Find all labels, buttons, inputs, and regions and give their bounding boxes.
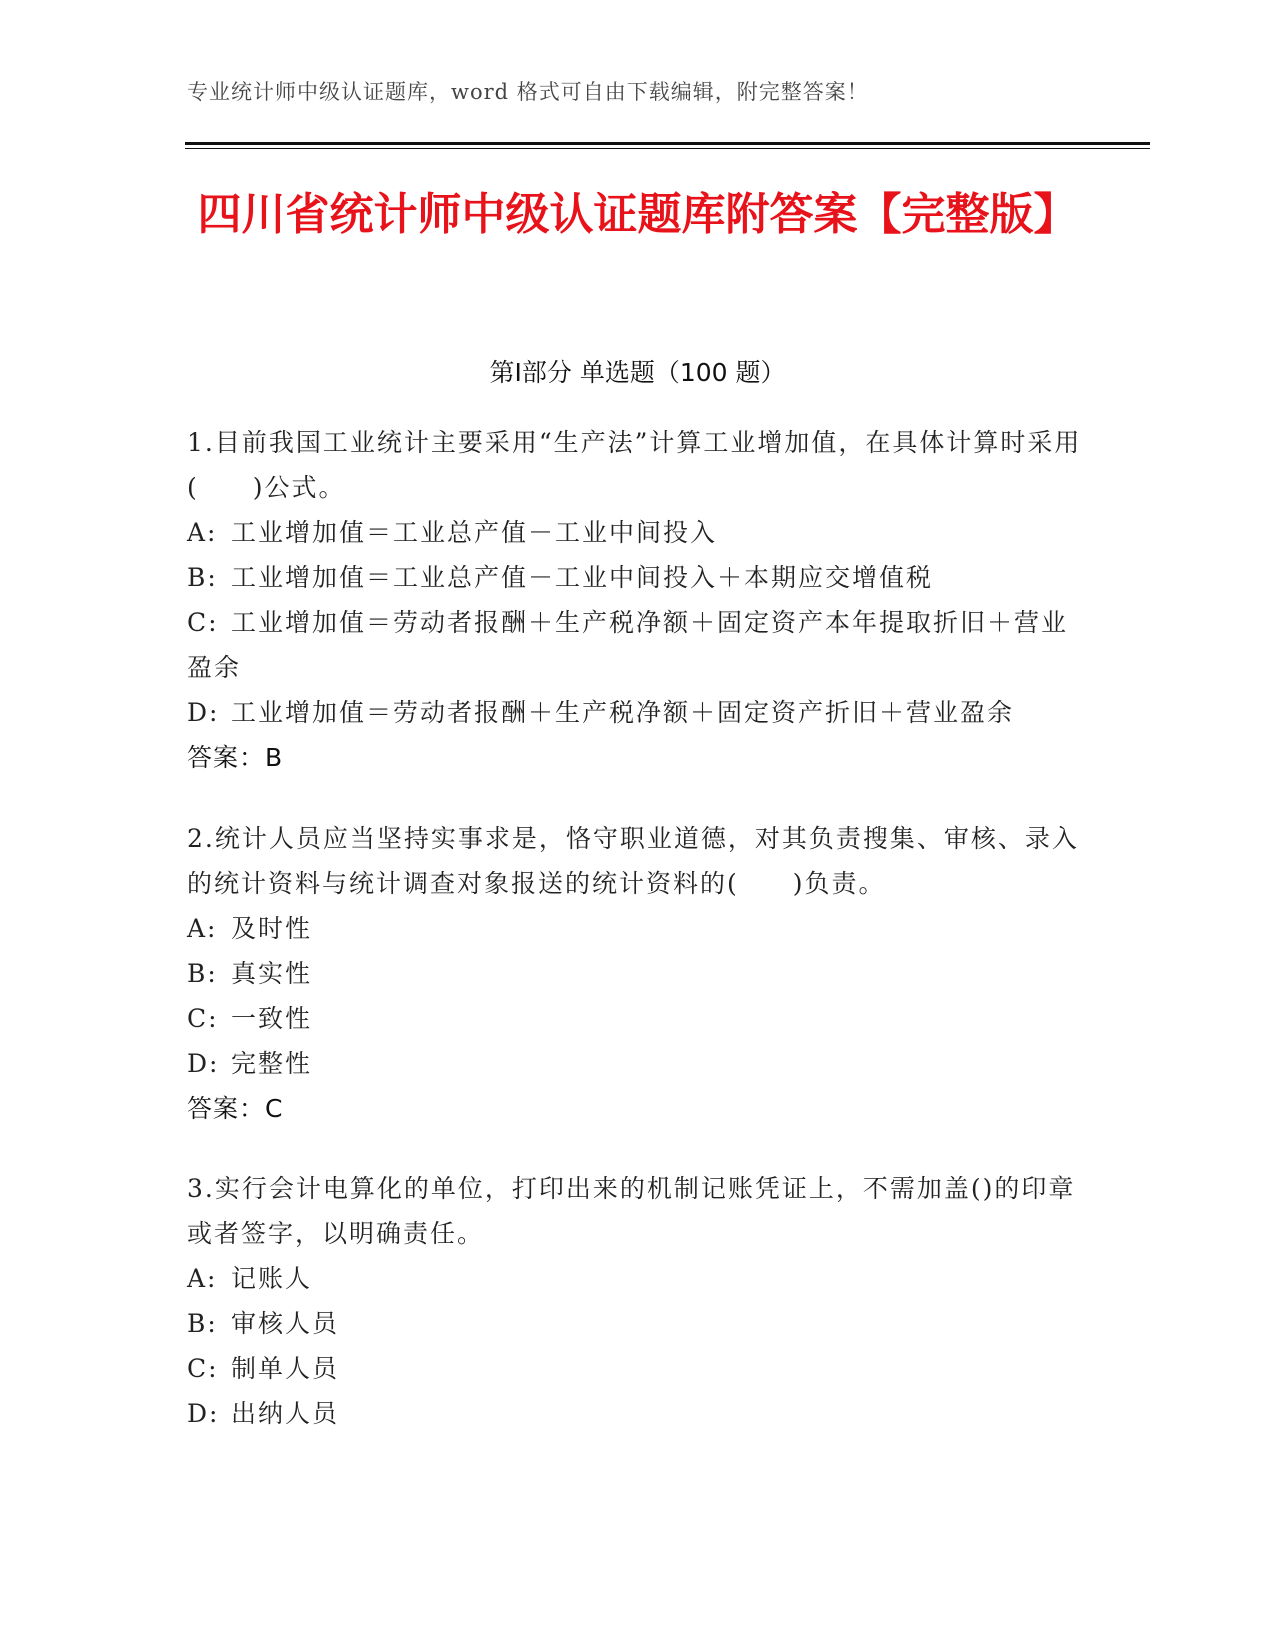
header-divider-thin [185,148,1150,149]
header-divider-thick [185,142,1150,145]
option-key: B: [187,959,218,988]
option-text: 完整性 [231,1049,313,1078]
header-note: 专业统计师中级认证题库，word 格式可自由下载编辑，附完整答案！ [187,80,869,104]
option-key: A: [187,1264,218,1293]
question-1 [187,420,1087,780]
document-title: 四川省统计师中级认证题库附答案【完整版】 [197,189,1078,240]
option-key: B: [187,1309,218,1338]
option-text: 一致性 [231,1004,313,1033]
option-a [187,906,1087,951]
option-key: D: [187,698,220,727]
option-d [187,690,1087,735]
option-key: B: [187,563,218,592]
option-key: A: [187,518,218,547]
question-stem: 3.实行会计电算化的单位，打印出来的机制记账凭证上，不需加盖()的印章或者签字，以明确责任。 [187,1174,1076,1248]
option-text: 制单人员 [231,1354,340,1383]
option-d [187,1041,1087,1086]
option-a [187,1256,1087,1301]
option-key: C: [187,1354,219,1383]
question-stem: 2.统计人员应当坚持实事求是，恪守职业道德，对其负责搜集、审核、录入的统计资料与统计调查对象报送的统计资料的( )负责。 [187,824,1079,898]
option-b [187,555,1087,600]
option-key: D: [187,1399,220,1428]
answer: 答案：C [187,1094,284,1123]
question-stem: 1.目前我国工业统计主要采用“生产法”计算工业增加值，在具体计算时采用( )公式。 [187,428,1082,502]
option-key: A: [187,914,218,943]
option-key: D: [187,1049,220,1078]
option-c [187,1346,1087,1391]
option-d [187,1391,1087,1436]
section-title: 第Ⅰ部分 单选题（100 题） [489,358,786,387]
option-text: 审核人员 [231,1309,340,1338]
option-text: 工业增加值＝劳动者报酬＋生产税净额＋固定资产折旧＋营业盈余 [231,698,1015,727]
option-text: 及时性 [231,914,313,943]
option-text: 工业增加值＝工业总产值－工业中间投入 [231,518,718,547]
option-text: 工业增加值＝劳动者报酬＋生产税净额＋固定资产本年提取折旧＋营业盈余 [187,608,1069,682]
option-text: 出纳人员 [231,1399,340,1428]
option-key: C: [187,1004,219,1033]
option-b [187,951,1087,996]
option-text: 记账人 [231,1264,313,1293]
question-3 [187,1166,1087,1436]
option-key: C: [187,608,219,637]
option-c [187,600,1087,690]
answer: 答案：B [187,743,284,772]
option-a [187,510,1087,555]
option-text: 工业增加值＝工业总产值－工业中间投入＋本期应交增值税 [231,563,934,592]
question-2 [187,816,1087,1131]
option-c [187,996,1087,1041]
option-text: 真实性 [231,959,313,988]
option-b [187,1301,1087,1346]
